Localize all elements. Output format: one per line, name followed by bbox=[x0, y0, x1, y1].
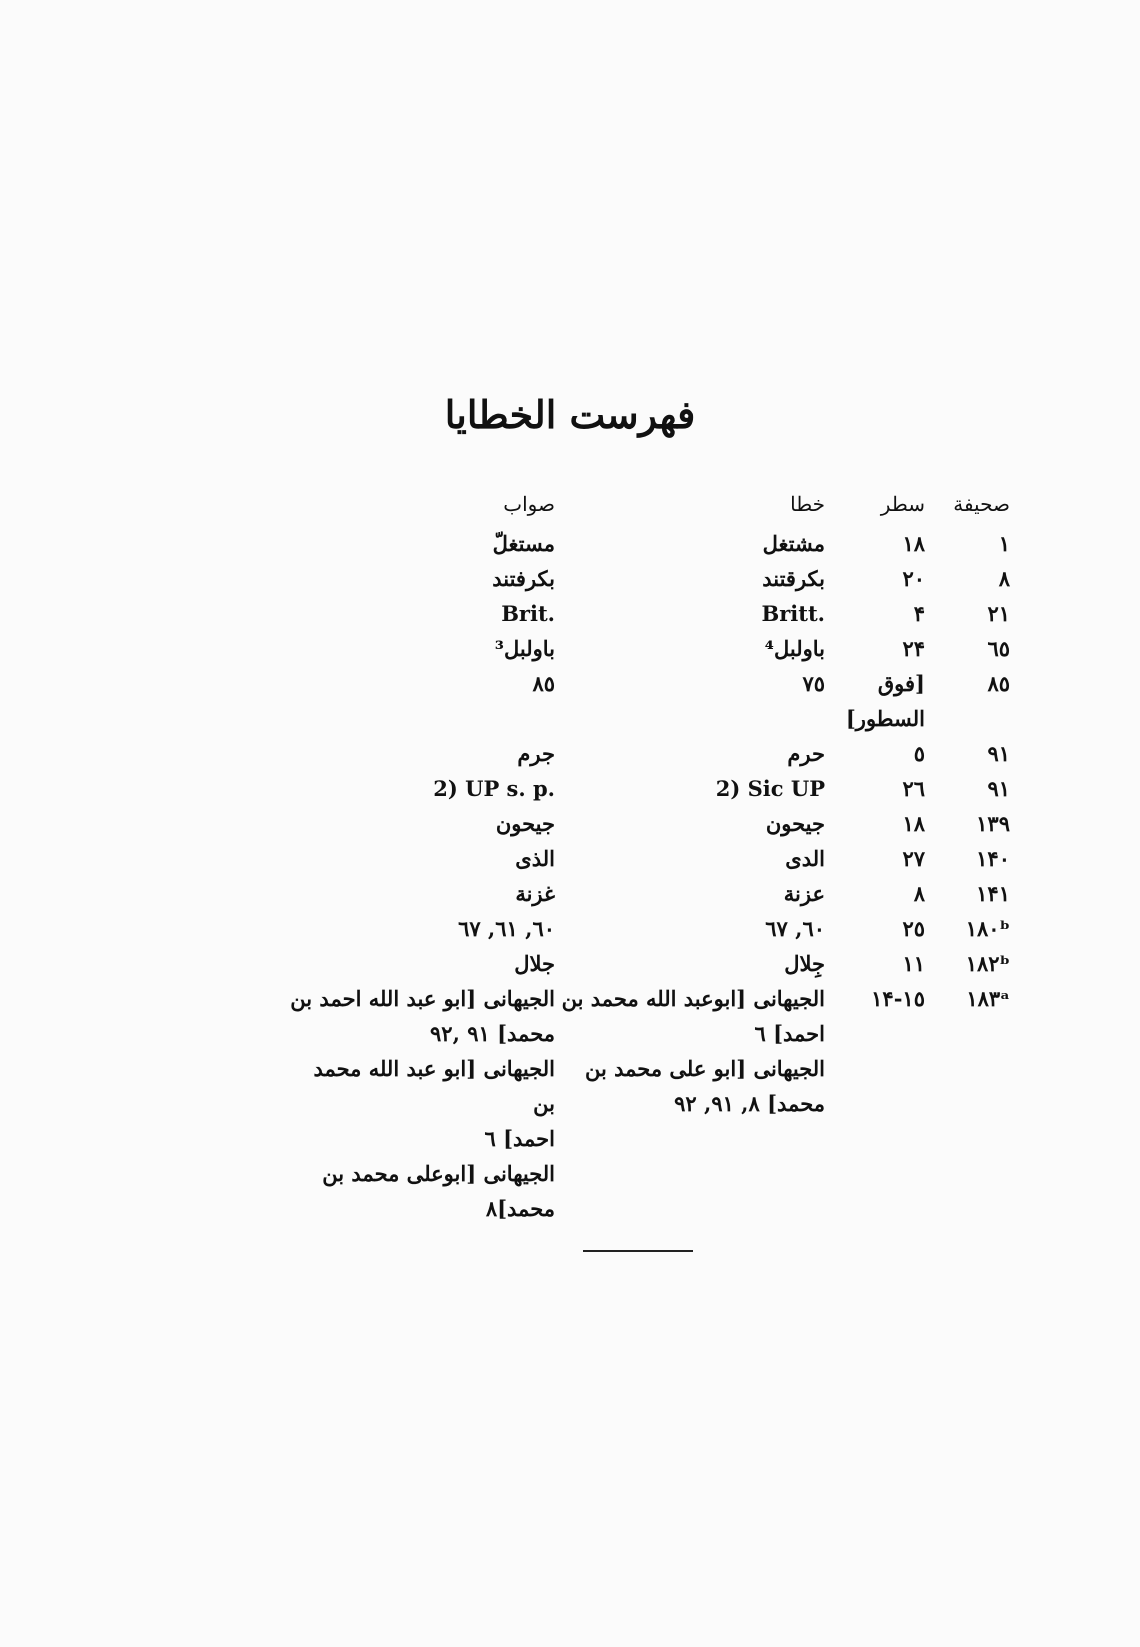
cell-line: ۴ bbox=[913, 601, 925, 626]
cell-right-line: الجيهانى [ابو عبد الله احمد بن bbox=[290, 986, 555, 1011]
cell-wrong-text: Britt. bbox=[761, 601, 825, 626]
cell-right-line: الجيهانى [ابوعلى محمد بن محمد]۸ bbox=[322, 1161, 555, 1221]
table-row bbox=[285, 771, 1010, 806]
cell-right-line: الجيهانى [ابو عبد الله محمد بن bbox=[313, 1056, 555, 1116]
table-row bbox=[285, 666, 1010, 736]
cell-page: ۸ bbox=[998, 566, 1010, 591]
table-row bbox=[285, 596, 1010, 631]
table-row bbox=[285, 946, 1010, 981]
cell-wrong-text: 2) Sic UP bbox=[715, 776, 825, 801]
cell-line: ۱۸ bbox=[902, 811, 925, 836]
cell-right: باولبل³ bbox=[494, 636, 555, 661]
cell-page: ۲۱ bbox=[987, 601, 1010, 626]
table-row bbox=[285, 806, 1010, 841]
cell-right: الذى bbox=[515, 846, 555, 871]
cell-right-text: Brit. bbox=[501, 601, 555, 626]
cell-page: ٦٥ bbox=[987, 636, 1010, 661]
cell-page: ۱۸۳ᵃ bbox=[966, 986, 1010, 1011]
cell-line: ۸ bbox=[913, 881, 925, 906]
cell-right: مستغلّ bbox=[492, 531, 555, 556]
cell-wrong: ٧٥ bbox=[802, 671, 825, 696]
table-row bbox=[285, 561, 1010, 596]
cell-page: ۱۸۰ᵇ bbox=[965, 916, 1010, 941]
cell-right bbox=[285, 771, 555, 806]
errata-table bbox=[285, 492, 1010, 1226]
cell-right: ۸٥ bbox=[532, 671, 555, 696]
cell-wrong: مشتغل bbox=[762, 531, 825, 556]
cell-line: ۲۴ bbox=[902, 636, 925, 661]
cell-page: ۱۴۱ bbox=[976, 881, 1010, 906]
cell-page: ۹۱ bbox=[987, 741, 1010, 766]
cell-page: ۱ bbox=[998, 531, 1010, 556]
cell-wrong-line: احمد] ٦ bbox=[754, 1021, 825, 1046]
cell-right: بکرفتند bbox=[492, 566, 555, 591]
cell-wrong-line: محمد] ۸, ۹۱, ۹۲ bbox=[674, 1091, 825, 1116]
table-row bbox=[285, 736, 1010, 771]
cell-wrong bbox=[555, 981, 825, 1226]
cell-right: جرم bbox=[517, 741, 555, 766]
cell-right bbox=[285, 981, 555, 1226]
cell-line: ۲٧ bbox=[902, 846, 925, 871]
table-row bbox=[285, 631, 1010, 666]
table-row bbox=[285, 876, 1010, 911]
cell-right: غزنة bbox=[515, 881, 555, 906]
cell-line: ۲٥ bbox=[902, 916, 925, 941]
cell-wrong: بکرقتند bbox=[762, 566, 825, 591]
table-row bbox=[285, 981, 1010, 1226]
cell-right bbox=[285, 596, 555, 631]
cell-wrong: ٦۰, ٦٧ bbox=[765, 916, 825, 941]
cell-line: ۱۸ bbox=[902, 531, 925, 556]
header-wrong: خطا bbox=[790, 492, 825, 516]
table-row bbox=[285, 911, 1010, 946]
cell-right: جلال bbox=[514, 951, 555, 976]
cell-right-line: احمد] ٦ bbox=[484, 1126, 555, 1151]
cell-right: ٦۰, ٦۱, ٦٧ bbox=[458, 916, 555, 941]
cell-line: ٥ bbox=[913, 741, 925, 766]
cell-page: ۱۴۰ bbox=[976, 846, 1010, 871]
cell-wrong: عزنة bbox=[783, 881, 825, 906]
cell-line: ۲۰ bbox=[902, 566, 925, 591]
cell-line: ۲٦ bbox=[902, 776, 925, 801]
cell-wrong bbox=[555, 771, 825, 806]
cell-wrong: جِلال bbox=[784, 951, 825, 976]
header-right: صواب bbox=[503, 492, 555, 516]
cell-wrong-line: الجيهانى [ابوعبد الله محمد بن bbox=[561, 986, 825, 1011]
end-rule bbox=[583, 1250, 693, 1252]
cell-right: جيحون bbox=[495, 811, 555, 836]
cell-wrong: حرم bbox=[787, 741, 825, 766]
cell-right-text: 2) UP s. p. bbox=[433, 776, 555, 801]
cell-right-line: محمد] ۹۱ ,۹۲ bbox=[430, 1021, 555, 1046]
cell-line: ۱۴-۱٥ bbox=[871, 986, 925, 1011]
cell-wrong-line: الجيهانى [ابو على محمد بن bbox=[584, 1056, 825, 1081]
cell-wrong: الدى bbox=[785, 846, 825, 871]
cell-page: ۹۱ bbox=[987, 776, 1010, 801]
table-header-row bbox=[285, 492, 1010, 526]
cell-line: [فوق السطور] bbox=[845, 671, 925, 731]
cell-page: ۱۸۲ᵇ bbox=[965, 951, 1010, 976]
cell-line: ۱۱ bbox=[902, 951, 925, 976]
cell-page: ۱۳۹ bbox=[976, 811, 1010, 836]
cell-wrong: جيحون bbox=[765, 811, 825, 836]
header-page: صحيفة bbox=[953, 492, 1010, 516]
cell-wrong: باولبل⁴ bbox=[764, 636, 825, 661]
table-row bbox=[285, 526, 1010, 561]
cell-wrong bbox=[555, 596, 825, 631]
cell-page: ۸٥ bbox=[987, 671, 1010, 696]
table-row bbox=[285, 841, 1010, 876]
page-title: فهرست الخطايا bbox=[444, 392, 696, 437]
header-line: سطر bbox=[880, 492, 925, 516]
